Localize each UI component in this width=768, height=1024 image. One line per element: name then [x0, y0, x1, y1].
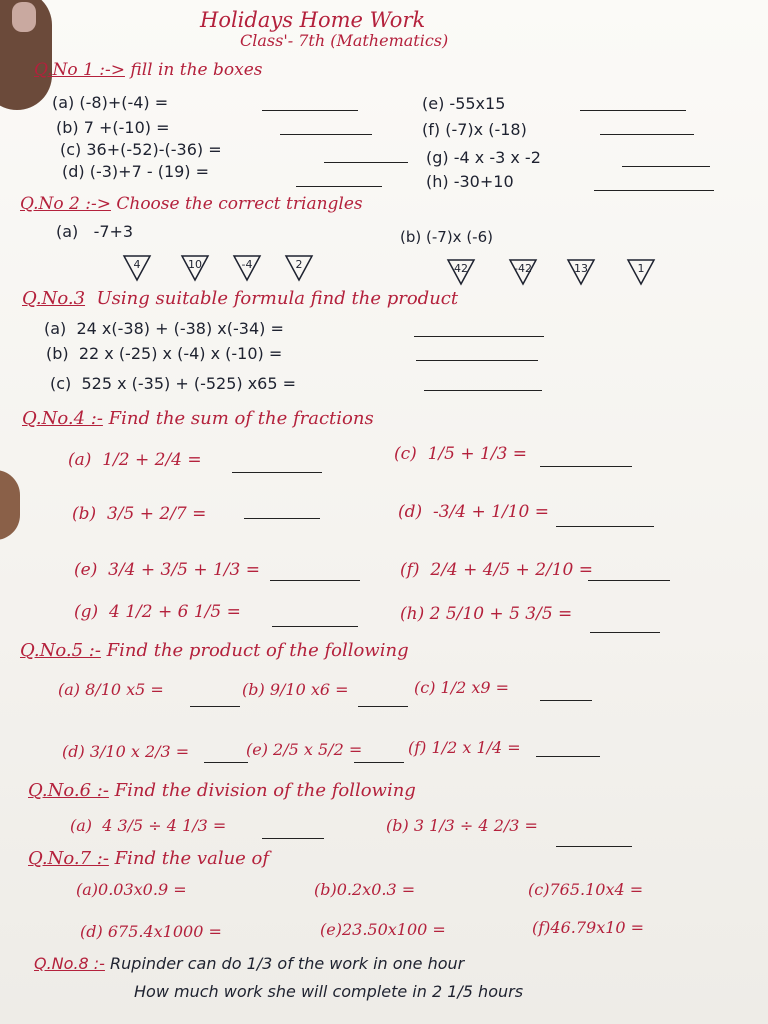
- answer-blank[interactable]: [416, 360, 538, 361]
- q3-item-a: (a) 24 x(-38) + (-38) x(-34) =: [44, 319, 284, 338]
- q8-text-line-2: How much work she will complete in 2 1/5 hours: [134, 982, 524, 1001]
- q3-label: Q.No.3: [22, 288, 86, 309]
- q3-item-c: (c) 525 x (-35) + (-525) x65 =: [50, 374, 297, 393]
- q2-item-a: (a) -7+3: [56, 222, 134, 241]
- q7-instruction: Find the value of: [114, 848, 270, 869]
- q5-item-b: (b) 9/10 x6 =: [242, 680, 349, 699]
- q5-item-d: (d) 3/10 x 2/3 =: [62, 742, 190, 761]
- page-title: Holidays Home Work: [200, 8, 426, 32]
- answer-blank[interactable]: [272, 626, 358, 627]
- q2-heading: [20, 196, 363, 213]
- q4-item-g: (g) 4 1/2 + 6 1/5 =: [74, 602, 241, 622]
- triangle-option[interactable]: 10: [180, 254, 210, 282]
- answer-blank[interactable]: [540, 700, 592, 701]
- answer-blank[interactable]: [594, 190, 714, 191]
- q4-item-h: (h) 2 5/10 + 5 3/5 =: [400, 604, 573, 624]
- answer-blank[interactable]: [262, 838, 324, 839]
- q6-item-b: (b) 3 1/3 ÷ 4 2/3 =: [386, 816, 538, 835]
- answer-blank[interactable]: [232, 472, 322, 473]
- q1-item-b: (b) 7 +(-10) =: [56, 118, 170, 137]
- q5-item-a: (a) 8/10 x5 =: [58, 680, 164, 699]
- q6-heading: [28, 782, 416, 800]
- q6-item-a: (a) 4 3/5 ÷ 4 1/3 =: [70, 816, 227, 835]
- thumb-photo-edge: [0, 0, 52, 110]
- q1-label: Q.No 1 :->: [34, 60, 125, 80]
- q1-item-f: (f) (-7)x (-18): [422, 120, 527, 139]
- answer-blank[interactable]: [244, 518, 320, 519]
- q4-item-a: (a) 1/2 + 2/4 =: [68, 450, 202, 470]
- q1-item-c: (c) 36+(-52)-(-36) =: [60, 140, 222, 159]
- answer-blank[interactable]: [424, 390, 542, 391]
- answer-blank[interactable]: [414, 336, 544, 337]
- q2-item-b: (b) (-7)x (-6): [400, 228, 493, 246]
- answer-blank[interactable]: [622, 166, 710, 167]
- answer-blank[interactable]: [540, 466, 632, 467]
- q3-instruction: Using suitable formula find the product: [96, 288, 459, 309]
- q4-heading: [22, 410, 374, 428]
- q7-item-c: (c)765.10x4 =: [528, 880, 644, 899]
- answer-blank[interactable]: [536, 756, 600, 757]
- q7-item-a: (a)0.03x0.9 =: [76, 880, 187, 899]
- answer-blank[interactable]: [358, 706, 408, 707]
- q7-item-d: (d) 675.4x1000 =: [80, 922, 222, 941]
- q1-instruction: fill in the boxes: [130, 60, 263, 80]
- q4-instruction: Find the sum of the fractions: [108, 408, 374, 429]
- answer-blank[interactable]: [280, 134, 372, 135]
- triangle-option[interactable]: -42: [508, 258, 538, 286]
- q7-heading: [28, 850, 269, 868]
- q8-text-line-1: Rupinder can do 1/3 of the work in one hour: [110, 954, 465, 973]
- triangle-option[interactable]: 2: [284, 254, 314, 282]
- q1-heading: [34, 62, 263, 79]
- q5-item-e: (e) 2/5 x 5/2 =: [246, 740, 363, 759]
- q4-item-d: (d) -3/4 + 1/10 =: [398, 502, 549, 522]
- triangle-option[interactable]: -4: [232, 254, 262, 282]
- answer-blank[interactable]: [600, 134, 694, 135]
- q5-heading: [20, 642, 409, 660]
- q8-label: Q.No.8 :-: [34, 954, 105, 973]
- triangle-option[interactable]: 13: [566, 258, 596, 286]
- q2-label: Q.No 2 :->: [20, 194, 111, 214]
- triangle-option[interactable]: 42: [446, 258, 476, 286]
- q5-instruction: Find the product of the following: [106, 640, 409, 661]
- class-subtitle: Class'- 7th (Mathematics): [240, 31, 449, 50]
- q7-label: Q.No.7 :-: [28, 848, 109, 869]
- q4-item-f: (f) 2/4 + 4/5 + 2/10 =: [400, 560, 594, 580]
- q3-heading: [22, 290, 458, 308]
- answer-blank[interactable]: [296, 186, 382, 187]
- q4-label: Q.No.4 :-: [22, 408, 103, 429]
- answer-blank[interactable]: [556, 846, 632, 847]
- answer-blank[interactable]: [580, 110, 686, 111]
- answer-blank[interactable]: [270, 580, 360, 581]
- q5-item-c: (c) 1/2 x9 =: [414, 678, 510, 697]
- q1-item-d: (d) (-3)+7 - (19) =: [62, 162, 210, 181]
- q4-item-b: (b) 3/5 + 2/7 =: [72, 504, 207, 524]
- q8-line-1: [34, 956, 464, 972]
- q3-item-b: (b) 22 x (-25) x (-4) x (-10) =: [46, 344, 283, 363]
- q4-item-e: (e) 3/4 + 3/5 + 1/3 =: [74, 560, 260, 580]
- q6-label: Q.No.6 :-: [28, 780, 109, 801]
- triangle-option[interactable]: 1: [626, 258, 656, 286]
- q1-item-e: (e) -55x15: [422, 94, 506, 113]
- q6-instruction: Find the division of the following: [114, 780, 416, 801]
- q2-instruction: Choose the correct triangles: [116, 194, 363, 214]
- q1-item-a: (a) (-8)+(-4) =: [52, 93, 169, 112]
- q4-item-c: (c) 1/5 + 1/3 =: [394, 444, 528, 464]
- answer-blank[interactable]: [190, 706, 240, 707]
- answer-blank[interactable]: [590, 632, 660, 633]
- q5-label: Q.No.5 :-: [20, 640, 101, 661]
- answer-blank[interactable]: [556, 526, 654, 527]
- q1-item-g: (g) -4 x -3 x -2: [426, 148, 541, 167]
- q7-item-b: (b)0.2x0.3 =: [314, 880, 416, 899]
- answer-blank[interactable]: [354, 762, 404, 763]
- answer-blank[interactable]: [588, 580, 670, 581]
- triangle-option[interactable]: 4: [122, 254, 152, 282]
- answer-blank[interactable]: [262, 110, 358, 111]
- q7-item-f: (f)46.79x10 =: [532, 918, 645, 937]
- answer-blank[interactable]: [204, 762, 248, 763]
- q1-item-h: (h) -30+10: [426, 172, 514, 191]
- q5-item-f: (f) 1/2 x 1/4 =: [408, 738, 521, 757]
- q7-item-e: (e)23.50x100 =: [320, 920, 446, 939]
- answer-blank[interactable]: [324, 162, 408, 163]
